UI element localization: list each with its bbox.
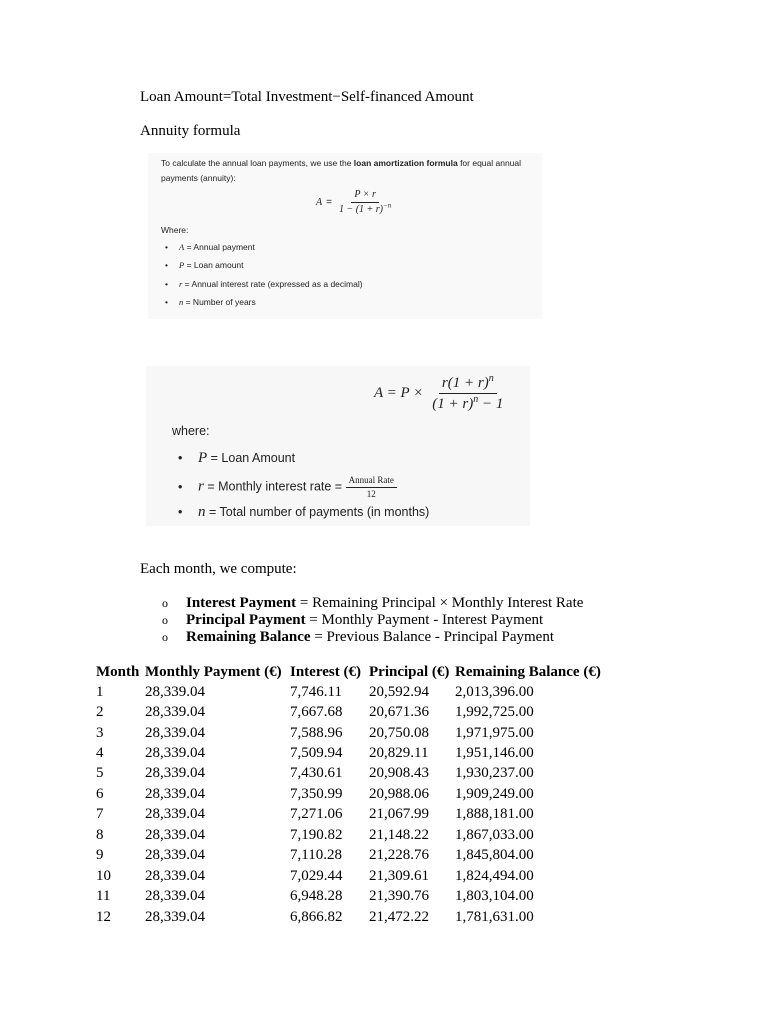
bullet-remaining-balance: o Remaining Balance = Previous Balance - Principal Payment: [162, 629, 554, 645]
cell-remaining-balance: 1,992,725.00: [455, 704, 534, 721]
cell-monthly-payment: 28,339.04: [145, 765, 205, 782]
cell-principal: 20,671.36: [369, 704, 429, 721]
cell-monthly-payment: 28,339.04: [145, 888, 205, 905]
table-row: [96, 825, 605, 845]
table-row: [96, 702, 605, 722]
bullet-interest-payment: o Interest Payment = Remaining Principal × Monthly Interest Rate: [162, 595, 584, 611]
cell-month: 5: [96, 765, 104, 782]
cell-principal: 20,829.11: [369, 745, 429, 762]
table-row: [96, 723, 605, 743]
cell-monthly-payment: 28,339.04: [145, 826, 205, 843]
cell-principal: 21,390.76: [369, 888, 429, 905]
cell-month: 9: [96, 847, 104, 864]
bullet-principal-payment: o Principal Payment = Monthly Payment - Interest Payment: [162, 612, 544, 628]
table-header-row: [96, 662, 605, 682]
image2-definition-item: • n = Total number of payments (in months): [178, 504, 430, 520]
image2-definition-item: • P = Loan Amount: [178, 450, 296, 466]
cell-monthly-payment: 28,339.04: [145, 806, 205, 823]
annuity-formula-heading: Annuity formula: [140, 123, 241, 139]
cell-remaining-balance: 1,971,975.00: [455, 724, 534, 741]
image1-definition-item: • A = Annual payment: [165, 242, 255, 252]
table-row: [96, 682, 605, 702]
header-interest: Interest (€): [290, 663, 361, 680]
cell-interest: 7,667.68: [290, 704, 343, 721]
header-monthly-payment: Monthly Payment (€): [145, 663, 282, 680]
cell-interest: 7,350.99: [290, 785, 343, 802]
header-principal: Principal (€): [369, 663, 450, 680]
cell-interest: 7,190.82: [290, 826, 343, 843]
image1-definition-item: • r = Annual interest rate (expressed as a decimal): [165, 279, 363, 289]
cell-month: 10: [96, 867, 111, 884]
loan-amount-definition: Loan Amount=Total Investment−Self-financed Amount: [140, 89, 474, 105]
cell-month: 12: [96, 908, 111, 925]
each-month-heading: Each month, we compute:: [140, 561, 297, 577]
table-row: [96, 907, 605, 927]
cell-principal: 20,750.08: [369, 724, 429, 741]
image1-definition-item: • n = Number of years: [165, 297, 256, 307]
cell-remaining-balance: 1,951,146.00: [455, 745, 534, 762]
cell-monthly-payment: 28,339.04: [145, 683, 205, 700]
cell-remaining-balance: 1,930,237.00: [455, 765, 534, 782]
table-row: [96, 784, 605, 804]
cell-interest: 7,430.61: [290, 765, 343, 782]
annual-rate-fraction: $\frac{\text{Annual Rate}}{12}$: [346, 475, 397, 500]
image2-definition-item: • r = Monthly interest rate = $\frac{\text{Annual Rate}}{12}$: [178, 475, 397, 500]
cell-interest: 7,588.96: [290, 724, 343, 741]
image1-intro-line2: payments (annuity):: [161, 173, 236, 183]
cell-remaining-balance: 1,845,804.00: [455, 847, 534, 864]
annual-annuity-formula: A = $\frac{P \times r}{1 - (1 + r)^{-n}}$: [316, 189, 392, 215]
cell-remaining-balance: 1,888,181.00: [455, 806, 534, 823]
header-remaining-balance: Remaining Balance (€): [455, 663, 601, 680]
cell-interest: 7,110.28: [290, 847, 342, 864]
cell-interest: 6,948.28: [290, 888, 343, 905]
cell-principal: 20,592.94: [369, 683, 429, 700]
cell-remaining-balance: 1,781,631.00: [455, 908, 534, 925]
cell-month: 11: [96, 888, 111, 905]
cell-interest: 7,029.44: [290, 867, 343, 884]
amortization-table: [96, 662, 605, 927]
cell-remaining-balance: 1,803,104.00: [455, 888, 534, 905]
cell-monthly-payment: 28,339.04: [145, 785, 205, 802]
table-row: [96, 866, 605, 886]
cell-monthly-payment: 28,339.04: [145, 867, 205, 884]
cell-interest: 7,746.11: [290, 683, 342, 700]
cell-month: 8: [96, 826, 104, 843]
cell-interest: 7,271.06: [290, 806, 343, 823]
image1-where-label: Where:: [161, 225, 189, 235]
annual-annuity-formula-image: [148, 153, 542, 319]
cell-monthly-payment: 28,339.04: [145, 704, 205, 721]
table-row: [96, 805, 605, 825]
monthly-annuity-formula: A = P × $\frac{r(1 + r)^n}{(1 + r)^n - 1}$: [374, 373, 504, 412]
cell-monthly-payment: 28,339.04: [145, 847, 205, 864]
cell-remaining-balance: 1,909,249.00: [455, 785, 534, 802]
cell-principal: 21,067.99: [369, 806, 429, 823]
cell-principal: 21,472.22: [369, 908, 429, 925]
cell-month: 2: [96, 704, 104, 721]
cell-month: 6: [96, 785, 104, 802]
image2-where-label: where:: [172, 424, 210, 438]
cell-remaining-balance: 1,824,494.00: [455, 867, 534, 884]
cell-monthly-payment: 28,339.04: [145, 745, 205, 762]
image1-definition-item: • P = Loan amount: [165, 260, 244, 270]
cell-principal: 20,908.43: [369, 765, 429, 782]
header-month: Month: [96, 663, 140, 680]
cell-remaining-balance: 1,867,033.00: [455, 826, 534, 843]
cell-month: 3: [96, 724, 104, 741]
cell-month: 4: [96, 745, 104, 762]
cell-principal: 21,148.22: [369, 826, 429, 843]
monthly-annuity-formula-image: [146, 366, 530, 526]
table-row: [96, 764, 605, 784]
cell-monthly-payment: 28,339.04: [145, 908, 205, 925]
cell-interest: 6,866.82: [290, 908, 343, 925]
table-row: [96, 886, 605, 906]
cell-remaining-balance: 2,013,396.00: [455, 683, 534, 700]
cell-monthly-payment: 28,339.04: [145, 724, 205, 741]
cell-month: 1: [96, 683, 104, 700]
table-row: [96, 743, 605, 763]
cell-principal: 21,309.61: [369, 867, 429, 884]
table-row: [96, 846, 605, 866]
cell-month: 7: [96, 806, 104, 823]
image1-intro-line1: To calculate the annual loan payments, we use the loan amortization formula for equal annual: [161, 158, 522, 168]
table-body: [96, 682, 605, 927]
cell-principal: 21,228.76: [369, 847, 429, 864]
cell-interest: 7,509.94: [290, 745, 343, 762]
cell-principal: 20,988.06: [369, 785, 429, 802]
